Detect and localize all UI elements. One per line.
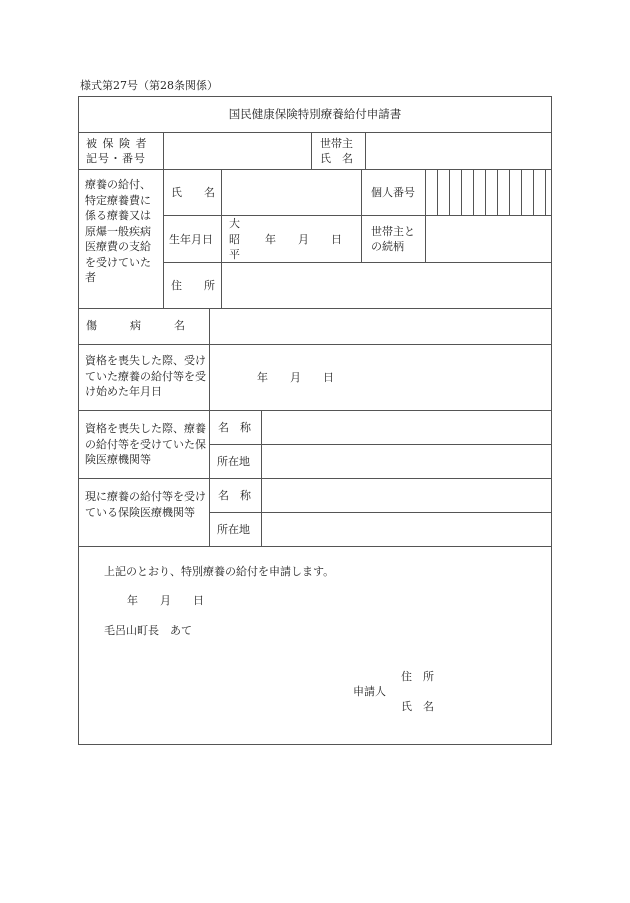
prior-institution-label: 資格を喪失した際、療養の給付等を受けていた保険医療機関等	[85, 422, 206, 466]
start-date-format[interactable]: 年 月 日	[257, 371, 334, 384]
applicant-label: 申請人	[353, 685, 386, 698]
insured-number-label-2: 記号・番号	[86, 152, 146, 165]
recipient-label: 療養の給付、特定療養費に係る療養又は原爆一般疾病医療費の支給を受けていた者	[85, 178, 151, 284]
applicant-name-label: 氏 名	[401, 700, 434, 713]
divider	[78, 344, 552, 345]
birth-date-format[interactable]: 年 月 日	[265, 233, 342, 246]
recipient-name-label: 氏 名	[171, 186, 215, 199]
address-label: 住 所	[171, 279, 215, 292]
form-number: 様式第27号（第28条関係）	[80, 79, 218, 92]
declaration-statement: 上記のとおり、特別療養の給付を申請します。	[104, 565, 335, 578]
household-head-label-2: 氏 名	[320, 152, 353, 165]
declaration-date-format[interactable]: 年 月 日	[127, 594, 204, 607]
household-head-name-field[interactable]	[366, 133, 551, 169]
era-taisho[interactable]: 大	[229, 217, 240, 230]
disease-field[interactable]	[210, 309, 551, 344]
recipient-name-field[interactable]	[222, 170, 361, 215]
prior-institution-name-label: 名 称	[218, 421, 251, 434]
era-heisei[interactable]: 平	[229, 248, 240, 261]
relation-label-2: の続柄	[371, 240, 404, 253]
current-institution-name-field[interactable]	[262, 479, 551, 512]
current-institution-location-field[interactable]	[262, 513, 551, 546]
relation-label-1: 世帯主と	[371, 225, 415, 238]
birth-date-label: 生年月日	[169, 233, 213, 246]
addressee: 毛呂山町長 あて	[104, 624, 192, 637]
insured-number-label-1: 被 保 険 者	[86, 137, 148, 150]
relation-field[interactable]	[426, 216, 551, 262]
current-institution-location-label: 所在地	[217, 523, 250, 536]
address-field[interactable]	[222, 263, 551, 308]
household-head-label-1: 世帯主	[320, 137, 353, 150]
prior-institution-location-label: 所在地	[217, 455, 250, 468]
prior-institution-name-field[interactable]	[262, 411, 551, 444]
current-institution-name-label: 名 称	[218, 489, 251, 502]
form-title: 国民健康保険特別療養給付申請書	[228, 107, 402, 121]
current-institution-label: 現に療養の給付等を受けている保険医療機関等	[85, 490, 206, 519]
insured-number-field[interactable]	[164, 133, 311, 169]
divider	[311, 132, 312, 169]
applicant-address-label: 住 所	[401, 670, 434, 683]
personal-number-field[interactable]	[426, 170, 551, 215]
personal-number-label: 個人番号	[371, 186, 415, 199]
start-date-label: 資格を喪失した際、受けていた療養の給付等を受け始めた年月日	[85, 354, 206, 398]
era-showa[interactable]: 昭	[229, 233, 240, 246]
divider	[78, 546, 552, 547]
prior-institution-location-field[interactable]	[262, 445, 551, 478]
divider	[361, 169, 362, 262]
disease-label: 傷 病 名	[86, 319, 185, 332]
